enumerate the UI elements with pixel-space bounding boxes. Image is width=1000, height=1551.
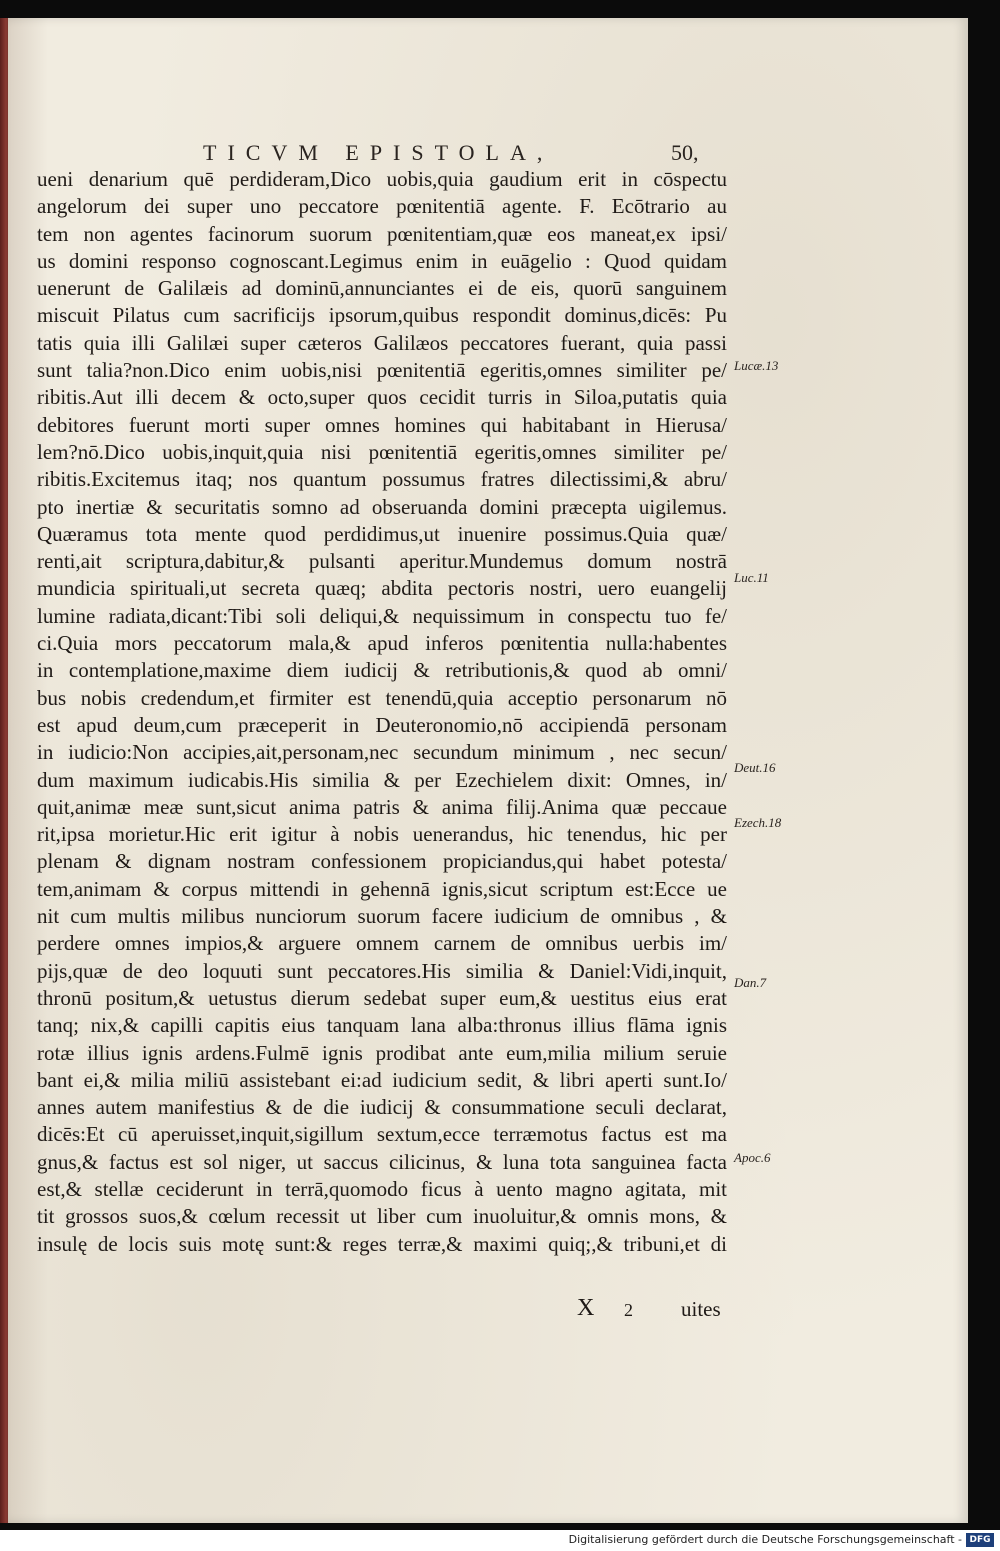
catchword: uites xyxy=(681,1297,721,1321)
marginal-note: Deut.16 xyxy=(734,760,776,775)
footer-bar xyxy=(0,1530,1000,1551)
text-line: angelorum dei super uno peccatore pœnitentiā agente. F. Ecōtrario au xyxy=(37,194,727,219)
text-line: insulę de locis suis motę sunt:& reges terræ,& maximi quiq;,& tribuni,et di xyxy=(37,1231,727,1256)
text-line: bant ei,& milia miliū assistebant ei:ad iudicium sedit, & libri aperti sunt.Io/ xyxy=(37,1067,727,1092)
text-line: ribitis.Excitemus itaq; nos quantum possumus fratres dilectissimi,& abru/ xyxy=(37,467,727,492)
text-line: pijs,quæ de deo loquuti sunt peccatores.His similia & Daniel:Vidi,inquit, xyxy=(37,958,727,983)
text-line: renti,ait scriptura,dabitur,& pulsanti aperitur.Mundemus domum nostrā xyxy=(37,549,727,574)
signature-number: 2 xyxy=(624,1300,633,1320)
text-line: lumine radiata,dicant:Tibi soli deliqui,& nequissimum in conspectu tuo fe/ xyxy=(37,603,727,628)
folio-number: 50, xyxy=(671,140,699,165)
text-line: est apud deum,cum præceperit in Deuteronomio,nō accipiendā personam xyxy=(37,712,727,737)
text-line: dum maximum iudicabis.His similia & per Ezechielem dixit: Omnes, in/ xyxy=(37,767,727,792)
text-line: gnus,& factus est sol niger, ut saccus cilicinus, & luna tota sanguinea facta xyxy=(37,1149,727,1174)
text-line: perdere omnes impios,& arguere omnem carnem de omnibus uerbis im/ xyxy=(37,931,727,956)
text-line: debitores fuerunt morti super omnes homines qui habitabant in Hierusa/ xyxy=(37,412,727,437)
text-line: quit,animæ meæ sunt,sicut anima patris & anima filij.Anima quæ peccaue xyxy=(37,794,727,819)
dfg-logo: DFG xyxy=(966,1533,994,1547)
text-line: tit grossos suos,& cœlum recessit ut liber cum inuoluitur,& omnis mons, & xyxy=(37,1204,727,1229)
marginal-note: Luc.11 xyxy=(734,570,769,585)
text-line: sunt talia?non.Dico enim uobis,nisi pœnitentiā egeritis,omnes similiter pe/ xyxy=(37,358,727,383)
text-line: est,& stellæ ceciderunt in terrā,quomodo ficus à uento magno agitata, mit xyxy=(37,1176,727,1201)
text-line: tem,animam & corpus mittendi in gehennā ignis,sicut scriptum est:Ecce ue xyxy=(37,876,727,901)
running-head: TICVM EPISTOLA, xyxy=(203,140,554,165)
text-line: tatis quia illi Galilæi super cæteros Galilæos peccatores fuerant, quia passi xyxy=(37,330,727,355)
marginal-note: Dan.7 xyxy=(734,975,767,990)
text-line: lem?nō.Dico uobis,inquit,quia nisi pœnitentiā egeritis,omnes similiter pe/ xyxy=(37,439,727,464)
text-line: miscuit Pilatus cum sacrificijs ipsorum,quibus respondit dominus,dicēs: Pu xyxy=(37,303,727,328)
text-line: plenam & dignam nostram confessionem propiciandus,qui habet potesta/ xyxy=(37,849,727,874)
text-line: in iudicio:Non accipies,ait,personam,nec secundum minimum , nec secun/ xyxy=(37,740,727,765)
text-line: dicēs:Et cū aperuisset,inquit,sigillum sextum,ecce terræmotus factus est ma xyxy=(37,1122,727,1147)
marginal-note: Ezech.18 xyxy=(734,815,782,830)
text-line: ribitis.Aut illi decem & octo,super quos cecidit turris in Siloa,putatis quia xyxy=(37,385,727,410)
footer-credit: Digitalisierung gefördert durch die Deutsche Forschungsgemeinschaft - xyxy=(568,1533,962,1546)
text-line: nit cum multis milibus nunciorum suorum facere iudicium de omnibus , & xyxy=(37,904,727,929)
text-line: tem non agentes facinorum suorum pœnitentiam,quæ eos maneat,ex ipsi/ xyxy=(37,221,727,246)
text-line: rotæ illius ignis ardens.Fulmē ignis prodibat ante eum,milia milium seruie xyxy=(37,1040,727,1065)
marginal-note: Apoc.6 xyxy=(734,1150,771,1165)
text-line: ueni denarium quē perdideram,Dico uobis,quia gaudium erit in cōspectu xyxy=(37,167,727,191)
text-line: in contemplatione,maxime diem iudicij & retributionis,& quod ab omni/ xyxy=(37,658,727,683)
text-line: thronū positum,& uetustus dierum sedebat super eum,& uestitus eius erat xyxy=(37,985,727,1010)
text-line: mundicia spirituali,ut secreta quæq; abdita pectoris nostri, uero euangelij xyxy=(37,576,727,601)
text-line: pto inertiæ & securitatis somno ad obseruanda domini præcepta uigilemus. xyxy=(37,494,727,519)
text-line: Quæramus tota mente quod perdidimus,ut inuenire possimus.Quia quæ/ xyxy=(37,521,727,546)
text-line: annes autem manifestius & de die iudicij & consummatione seculi declarat, xyxy=(37,1095,727,1120)
text-line: tanq; nix,& capilli capitis eius tanquam lana alba:thronus illius flāma ignis xyxy=(37,1013,727,1038)
signature-mark: X xyxy=(577,1295,595,1321)
text-line: rit,ipsa morietur.Hic erit igitur à nobis uenerandus, hic tenendus, hic per xyxy=(37,822,727,847)
text-line: uenerunt de Galilæis ad dominū,annunciantes ei de eis, quorū sanguinem xyxy=(37,276,727,301)
marginal-note: Lucæ.13 xyxy=(734,358,779,373)
text-line: bus nobis credendum,et firmiter est tenendū,quia acceptio personarum nō xyxy=(37,685,727,710)
body-text xyxy=(37,166,727,1258)
text-line: us domini responso cognoscant.Legimus enim in euāgelio : Quod quidam xyxy=(37,248,727,273)
text-line: ci.Quia mors peccatorum mala,& apud inferos pœnitentia nulla:habentes xyxy=(37,631,727,656)
